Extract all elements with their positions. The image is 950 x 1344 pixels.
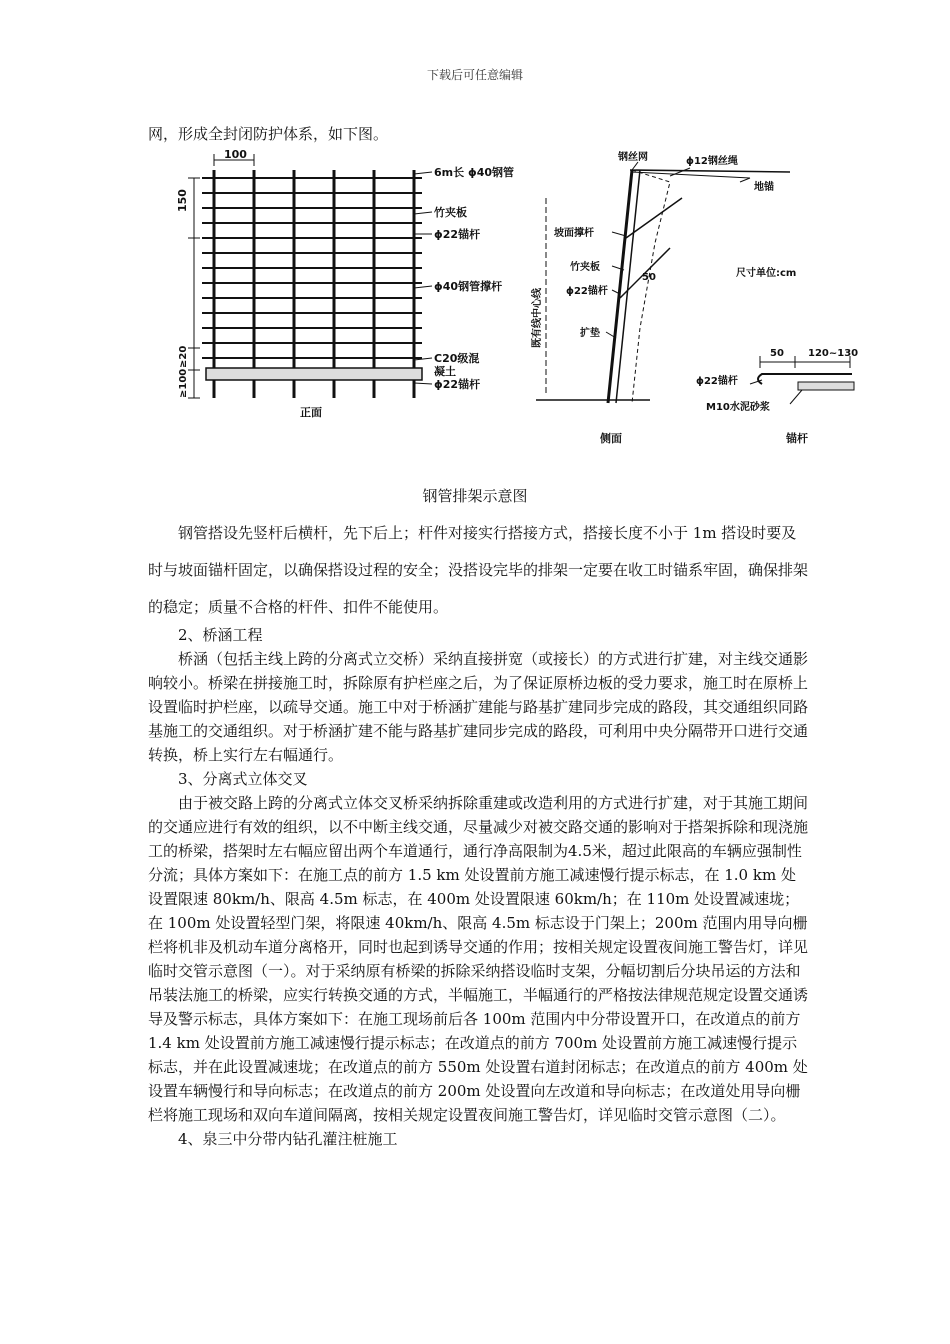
figure-caption: 钢管排架示意图: [422, 487, 528, 505]
anchor-detail: [750, 356, 854, 404]
front-view: [188, 154, 432, 398]
label-strut: ϕ40钢管撑杆: [434, 280, 503, 293]
scaffold-diagram: [150, 148, 860, 458]
label-mortar: M10水泥砂浆: [706, 402, 770, 413]
label-bamboo-front: 竹夹板: [434, 206, 467, 219]
section-2-title: 2、桥涵工程: [178, 626, 263, 644]
front-view-label: 正面: [300, 406, 322, 419]
front-dim-100: ≥100: [178, 368, 189, 398]
intro-line: 网，形成全封闭防护体系，如下图。: [148, 125, 389, 143]
label-side-50: 50: [642, 272, 656, 283]
section-2-body: 桥涵（包括主线上跨的分离式立交桥）采纳直接拼宽（或接长）的方式进行扩建，对主线交通影响较小。桥梁在拼接施工时，拆除原有护栏座之后，为了保证原桥边板的受力要求，施工时在原桥上设置临时护栏座，以疏导交通。施工中对于桥涵扩建能与路基扩建同步完成的路段，其交通组织同路基施工的交通组织。对于桥涵扩建不能与路基扩建同步完成的路段，可利用中央分隔带开口进行交通转换，桥上实行左右幅通行。: [148, 650, 809, 764]
label-bamboo-side: 竹夹板: [570, 262, 600, 273]
scaffold-figure: [150, 148, 860, 458]
label-wire-net: 钢丝网: [618, 152, 648, 163]
label-pipe: 6m长 ϕ40钢管: [434, 166, 515, 179]
page-header: 下载后可任意编辑: [426, 68, 523, 82]
section-3-title: 3、分离式立体交叉: [178, 770, 308, 788]
main-content: [148, 623, 810, 1151]
front-dim-top: 100: [224, 148, 247, 161]
label-unit: 尺寸单位:cm: [736, 268, 797, 279]
front-dim-20: ≥20: [178, 345, 189, 368]
anchor-view-label: 锚杆: [786, 432, 808, 445]
front-dim-150: 150: [176, 189, 189, 212]
label-ground-anchor: 地锚: [754, 182, 774, 193]
anchor-dim-50: 50: [770, 348, 784, 359]
label-anchor-front: ϕ22锚杆: [434, 228, 481, 241]
paragraph-scaffold: 钢管搭设先竖杆后横杆，先下后上；杆件对接实行搭接方式，搭接长度不小于 1m 搭设时要及时与坡面锚杆固定，以确保搭设过程的安全；没搭设完毕的排架一定要在收工时锚系牢固，确保排架的稳定；质量不合格的杆件、扣件不能使用。: [148, 524, 809, 616]
label-centerline: 既有线中心线: [532, 288, 543, 348]
label-concrete-2: 凝土: [434, 365, 456, 378]
label-rope: ϕ12钢丝绳: [686, 156, 738, 167]
label-anchor-side: ϕ22锚杆: [566, 286, 608, 297]
label-slope-strut: 坡面撑杆: [554, 228, 594, 239]
section-4-title: 4、泉三中分带内钻孔灌注桩施工: [178, 1130, 398, 1148]
label-concrete-1: C20级混: [434, 352, 480, 365]
label-anchor-detail: ϕ22锚杆: [696, 376, 738, 387]
anchor-dim-range: 120~130: [808, 348, 859, 359]
label-pad: 扩垫: [580, 328, 600, 339]
section-3-body: 由于被交路上跨的分离式立体交叉桥采纳拆除重建或改造利用的方式进行扩建，对于其施工期间的交通应进行有效的组织，以不中断主线交通，尽量减少对被交路交通的影响对于搭架拆除和现浇施工的桥梁，搭架时左右幅应留出两个车道通行，通行净高限制为4.5米，超过此限高的车辆应强制性分流；具体方案如下：在施工点的前方 1.5 km 处设置前方施工减速慢行提示标志，在 1.0 km 处设置限速 80km/h、限高 4.5m 标志，在 400m 处设置限速 60km/h；在 110m 处设置减速垅；在 100m 处设置轻型门架，将限速 40km/h、限高 4.5m 标志设于门架上；200m 范围内用导向栅栏将机非及机动车道分离格开，同时也起到诱导交通的作用；按相关规定设置夜间施工警告灯，详见临时交管示意图（一）。对于采纳原有桥梁的拆除采纳搭设临时支架，分幅切割后分块吊运的方法和吊装法施工的桥梁，应实行转换交通的方式，半幅施工，半幅通行的严格按法律规范规定设置交通诱导及警示标志，具体方案如下：在施工现场前后各 100m 范围内中分带设置开口，在改道点的前方 1.4 km 处设置前方施工减速慢行提示标志；在改道点的前方 700m 处设置前方施工减速慢行提示标志，并在此设置减速垅；在改道点的前方 550m 处设置右道封闭标志；在改道点的前方 400m 处设置车辆慢行和导向标志；在改道点的前方 200m 处设置向左改道和导向标志；在改道处用导向栅栏将施工现场和双向车道间隔离，按相关规定设置夜间施工警告灯，详见临时交管示意图（二）。: [148, 794, 809, 1124]
side-view-label: 侧面: [600, 432, 622, 445]
label-anchor-bottom: ϕ22锚杆: [434, 378, 481, 391]
side-view: [536, 162, 790, 403]
